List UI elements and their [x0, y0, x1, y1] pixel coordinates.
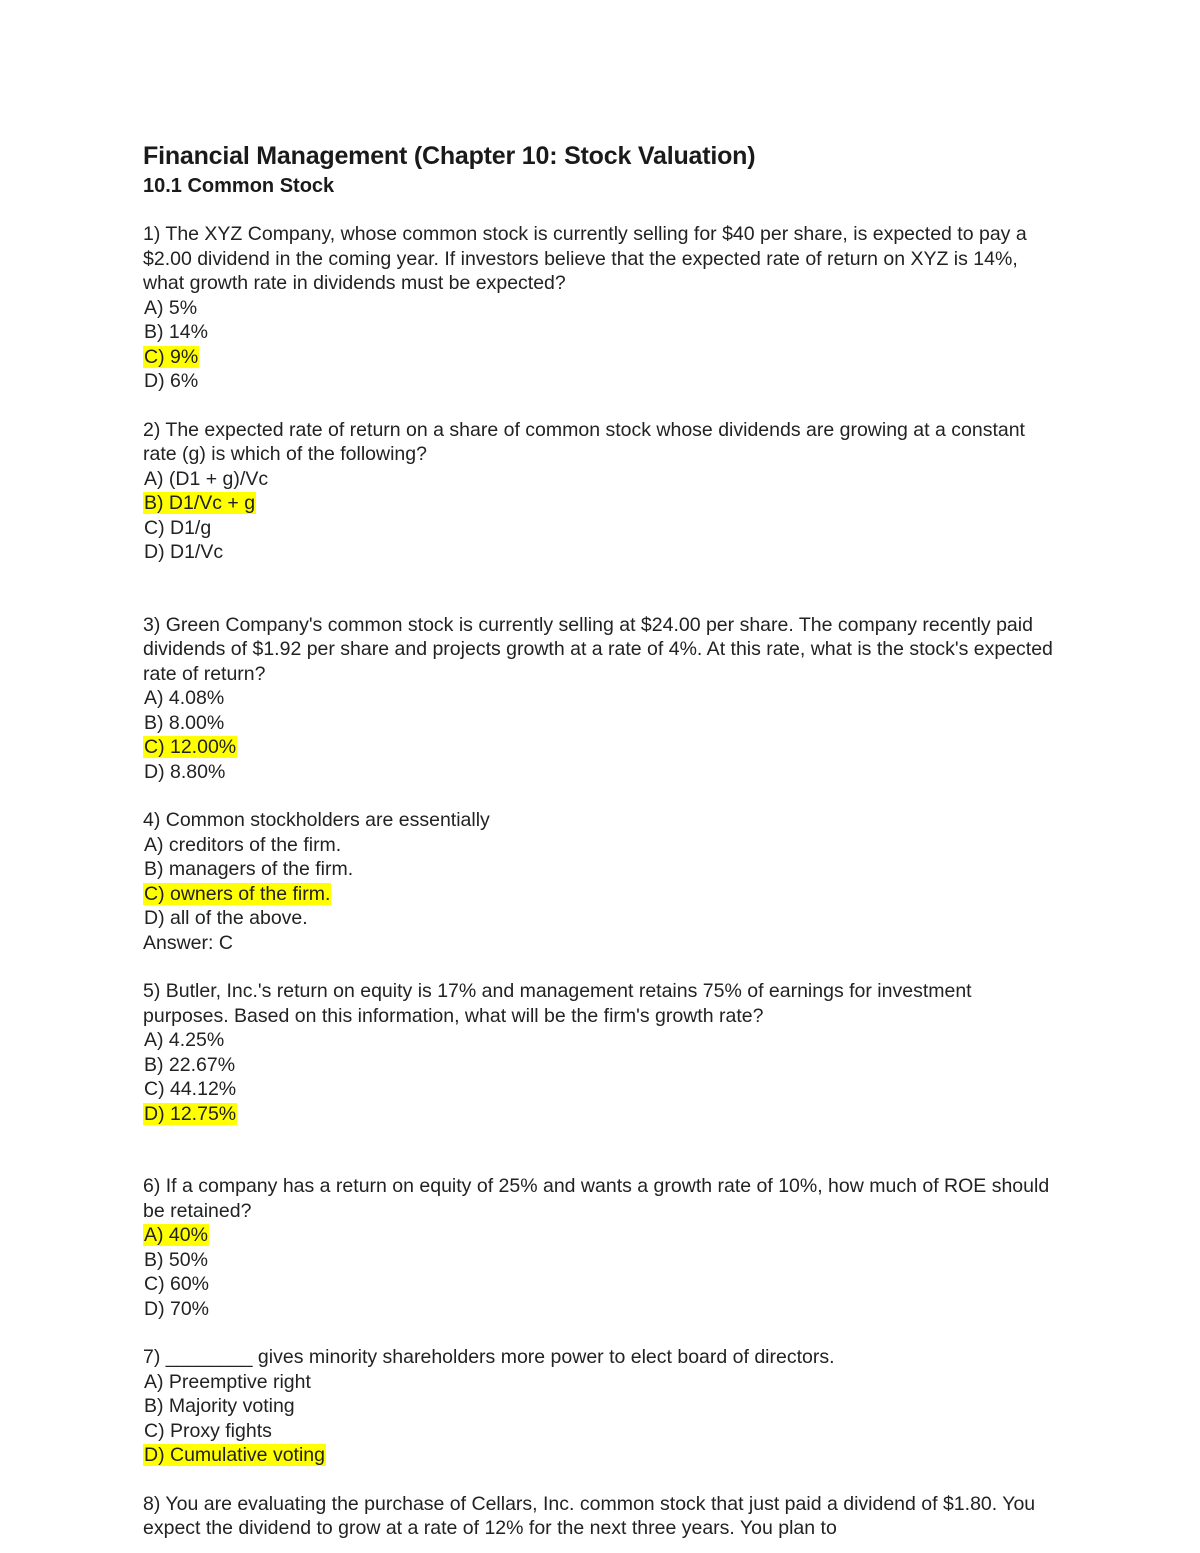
answer-option: C) 60% — [144, 1273, 210, 1295]
answer-option: D) 6% — [144, 370, 199, 392]
question-6 — [143, 1174, 1053, 1321]
answer-option: A) creditors of the firm. — [144, 833, 342, 856]
document-title: Financial Management (Chapter 10: Stock Valuation) — [143, 142, 756, 170]
document-page — [143, 140, 1053, 1541]
question-2 — [143, 418, 1053, 565]
answer-option: A) 4.25% — [144, 1029, 225, 1051]
question-stem: 6) If a company has a return on equity of 25% and wants a growth rate of 10%, how much of ROE should be retained? — [143, 1175, 1050, 1222]
question-8 — [143, 1492, 1053, 1541]
answer-option: A) 4.08% — [144, 687, 225, 709]
answer-option: A) 5% — [144, 296, 198, 319]
question-stem: 3) Green Company's common stock is currently selling at $24.00 per share. The company recently paid dividends of $1.92 per share and projects growth at a rate of 4%. At this rate, what is the stock's expected rate of return? — [143, 613, 1053, 685]
answer-option: C) 44.12% — [144, 1078, 237, 1100]
answer-option: D) D1/Vc — [144, 541, 224, 563]
question-3 — [143, 613, 1053, 785]
answer-option: D) 8.80% — [144, 760, 226, 783]
answer-option: D) all of the above. — [144, 907, 308, 929]
answer-option: B) managers of the firm. — [144, 858, 354, 880]
question-stem: 2) The expected rate of return on a share of common stock whose dividends are growing at a constant rate (g) is which of the following? — [143, 418, 1025, 465]
answer-key: Answer: C — [143, 931, 233, 954]
answer-option: C) D1/g — [144, 516, 212, 539]
answer-option: B) Majority voting — [144, 1395, 295, 1417]
question-1 — [143, 222, 1053, 394]
question-stem: 8) You are evaluating the purchase of Cellars, Inc. common stock that just paid a dividend of $1.80. You expect the dividend to grow at a rate of 12% for the next three years. You plan to — [143, 1492, 1036, 1539]
answer-option-highlighted: C) 9% — [144, 345, 199, 368]
answer-option: B) 50% — [144, 1248, 208, 1271]
question-stem: 5) Butler, Inc.'s return on equity is 17% and management retains 75% of earnings for investment purposes. Based on this information, what will be the firm's growth rate? — [143, 980, 972, 1027]
answer-option-highlighted: B) D1/Vc + g — [144, 492, 256, 514]
answer-option: A) Preemptive right — [144, 1370, 311, 1393]
answer-option-highlighted: D) Cumulative voting — [144, 1444, 325, 1466]
answer-option: B) 22.67% — [144, 1053, 236, 1076]
question-stem: 1) The XYZ Company, whose common stock is currently selling for $40 per share, is expected to pay a $2.00 dividend in the coming year. If investors believe that the expected rate of return on XYZ is 14%, what growth rate in dividends must be expected? — [143, 223, 1027, 294]
answer-option-highlighted: C) 12.00% — [144, 736, 237, 758]
answer-option: D) 70% — [144, 1297, 210, 1320]
question-4 — [143, 808, 1053, 955]
section-title: 10.1 Common Stock — [143, 175, 335, 197]
question-stem: 7) ________ gives minority shareholders more power to elect board of directors. — [143, 1346, 835, 1368]
answer-option-highlighted: D) 12.75% — [144, 1102, 237, 1125]
question-5 — [143, 979, 1053, 1126]
question-stem: 4) Common stockholders are essentially — [143, 809, 490, 831]
answer-option: B) 14% — [144, 321, 208, 343]
answer-option: B) 8.00% — [144, 711, 225, 734]
answer-option: A) (D1 + g)/Vc — [144, 467, 269, 490]
answer-option-highlighted: C) owners of the firm. — [144, 882, 331, 905]
question-7 — [143, 1345, 1053, 1468]
answer-option-highlighted: A) 40% — [144, 1224, 208, 1246]
answer-option: C) Proxy fights — [144, 1419, 272, 1442]
